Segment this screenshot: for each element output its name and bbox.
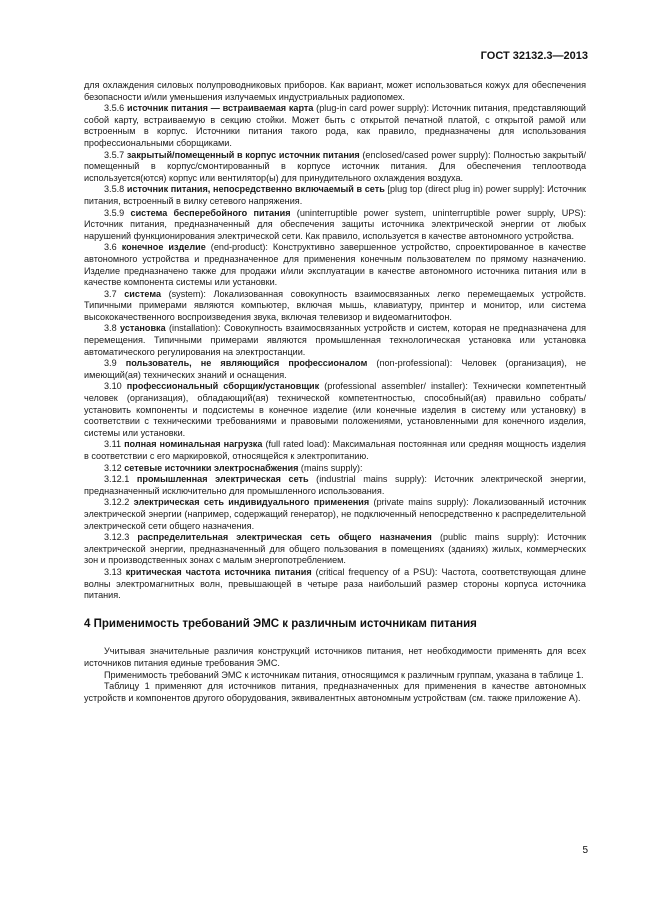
definition-text: (uninterruptible power system, uninterruptible power supply, UPS): Источник питания, предназначенный для обеспечения защиты источника электрической энергии от любых нарушений функционирования электрической сети. Как правило, используется в качестве автономного устройства. xyxy=(84,207,587,241)
definition-text: (installation): Совокупность взаимосвязанных устройств и систем, которая не предназначена для перемещения. Типичными примерами являются промышленная технологическая установка или установка автоматического регулирования на электростанции. xyxy=(84,323,586,357)
clause-number: 3.12.3 xyxy=(104,532,130,543)
clause-number: 3.5.8 xyxy=(104,184,125,195)
definition-3-5-6 xyxy=(84,103,586,149)
definition-text: (non-professional): Человек (организация), не имеющий(ая) технических знаний и оснащения. xyxy=(84,358,587,380)
term: электрическая сеть индивидуального применения xyxy=(133,497,370,508)
clause-number: 3.11 xyxy=(104,439,122,450)
paragraph-continuation: для охлаждения силовых полупроводниковых приборов. Как вариант, может использоваться кожух для обеспечения безопасности и/или уменьшения излучаемых индустриальных радиопомех. xyxy=(84,80,586,102)
definition-text: (critical frequency of a PSU): Частота, соответствующая длине волны электромагнитных волн, превышающей в четыре раза наибольший размер стороны корпуса источника питания. xyxy=(84,566,587,601)
term: источник питания — встраиваемая карта xyxy=(127,103,314,114)
definition-3-5-7 xyxy=(84,150,586,185)
term: система xyxy=(124,288,161,299)
term: критическая частота источника питания xyxy=(125,566,312,577)
definition-3-12-1 xyxy=(84,474,586,497)
clause-number: 3.5.6 xyxy=(104,103,125,114)
definition-text: (end-product): Конструктивно завершенное устройство, спроектированное в качестве автономного устройства и предназначенное для применения конечным пользователем по прямому назначению. Изделие предназначено также для продажи и/или эксплуатации в качестве автономного источника питания или в качестве компонента системы или установки. xyxy=(84,242,587,288)
definition-3-9 xyxy=(84,358,586,381)
clause-number: 3.5.9 xyxy=(104,207,125,218)
definition-3-5-8 xyxy=(84,184,586,207)
clause-number: 3.12.1 xyxy=(104,474,130,485)
definition-text: (mains supply): xyxy=(298,462,363,473)
definition-3-12-3 xyxy=(84,532,586,567)
term: сетевые источники электроснабжения xyxy=(124,462,299,473)
definition-text: (industrial mains supply): Источник электрической энергии, предназначенный исключительно для промышленного использования. xyxy=(84,474,587,496)
clause-number: 3.7 xyxy=(104,288,117,299)
definition-3-11 xyxy=(84,439,586,462)
definition-3-13 xyxy=(84,567,586,602)
term: система бесперебойного питания xyxy=(130,207,291,218)
definition-text: (professional assembler/ installer): Технически компетентный человек (организация), обладающий(ая) технической компетентностью, способный(ая) правильно собрать/установить компоненты и подсистемы в конечное изделие (или конечные изделия в систему или установку) в соответствии с техническими требованиями и правовыми положениями, установленными для конечного изделия, системы или установки. xyxy=(84,381,586,438)
definition-text: [plug top (direct plug in) power supply]: Источник питания, встроенный в вилку сетевого напряжения. xyxy=(84,184,586,206)
standard-header: ГОСТ 32132.3—2013 xyxy=(480,50,588,62)
document-body xyxy=(84,80,586,704)
term: установка xyxy=(120,323,166,334)
section-4-paragraph: Таблицу 1 применяют для источников питания, предназначенных для применения в качестве автономных устройств и компонентов другого оборудования, эквивалентных автономным устройствам (см. также приложение А). xyxy=(84,681,586,703)
term: полная номинальная нагрузка xyxy=(124,439,263,450)
definition-3-12 xyxy=(84,463,586,475)
definition-text: (plug-in card power supply): Источник питания, представляющий собой карту, встраиваемую в секцию стойки. Может быть с открытой печатной платой, с открытой рамой или встроенным в корпус. Источники питания такого рода, как правило, предназначены для использования профессиональными сборщиками. xyxy=(84,103,586,148)
term: закрытый/помещенный в корпус источник питания xyxy=(126,149,360,160)
definition-3-8 xyxy=(84,323,586,358)
clause-number: 3.8 xyxy=(104,323,117,334)
definition-text: (full rated load): Максимальная постоянная или средняя мощность изделия в соответствии с его маркировкой, относящейся к электропитанию. xyxy=(84,439,586,461)
definition-3-7 xyxy=(84,289,586,324)
definition-text: (public mains supply): Источник электрической энергии, предназначенный для общего пользования в помещениях (зданиях) жилых, коммерческих зон и производственных зонах с малым энергопотреблением. xyxy=(84,532,586,566)
clause-number: 3.10 xyxy=(104,381,122,392)
clause-number: 3.12.2 xyxy=(104,497,130,508)
definition-text: (system): Локализованная совокупность взаимосвязанных легко перемещаемых устройств. Типичными примерами являются компьютер, включая мышь, клавиатуру, принтер и монитор, или система высококачественного воспроизведения звука, включая телевизор и видеомагнитофон. xyxy=(84,288,586,322)
clause-number: 3.12 xyxy=(104,462,122,473)
definition-3-6 xyxy=(84,242,586,288)
section-4-paragraph: Применимость требований ЭМС к источникам питания, относящимся к различным группам, указана в таблице 1. xyxy=(104,669,584,680)
clause-number: 3.6 xyxy=(104,242,117,253)
clause-number: 3.9 xyxy=(104,358,117,369)
term: пользователь, не являющийся профессионалом xyxy=(125,358,368,369)
definition-3-10 xyxy=(84,381,586,439)
clause-number: 3.5.7 xyxy=(104,149,125,160)
clause-number: 3.13 xyxy=(104,566,122,577)
term: распределительная электрическая сеть общего назначения xyxy=(137,532,432,543)
section-4-heading: 4 Применимость требований ЭМС к различным источникам питания xyxy=(84,617,477,630)
definition-3-5-9 xyxy=(84,208,586,243)
definition-text: (private mains supply): Локализованный источник электрической энергии (например, содержащий генератор), не подключенный непосредственно к распределительной электрической сети общего назначения. xyxy=(84,497,587,531)
term: конечное изделие xyxy=(121,242,206,253)
definition-text: (enclosed/cased power supply): Полностью закрытый/помещенный в корпус/смонтированный в корпусе источник питания. Для обеспечения теплоотвода используется(ются) корпус или вентилятор(ы) для принудительного охлаждения воздуха. xyxy=(84,149,587,183)
term: профессиональный сборщик/установщик xyxy=(126,381,320,392)
definition-3-12-2 xyxy=(84,497,586,532)
page-number: 5 xyxy=(582,845,588,856)
term: источник питания, непосредственно включаемый в сеть xyxy=(126,184,385,195)
section-4-paragraph: Учитывая значительные различия конструкций источников питания, нет необходимости применять для всех источников питания единые требования ЭМС. xyxy=(84,646,586,668)
term: промышленная электрическая сеть xyxy=(136,474,309,485)
